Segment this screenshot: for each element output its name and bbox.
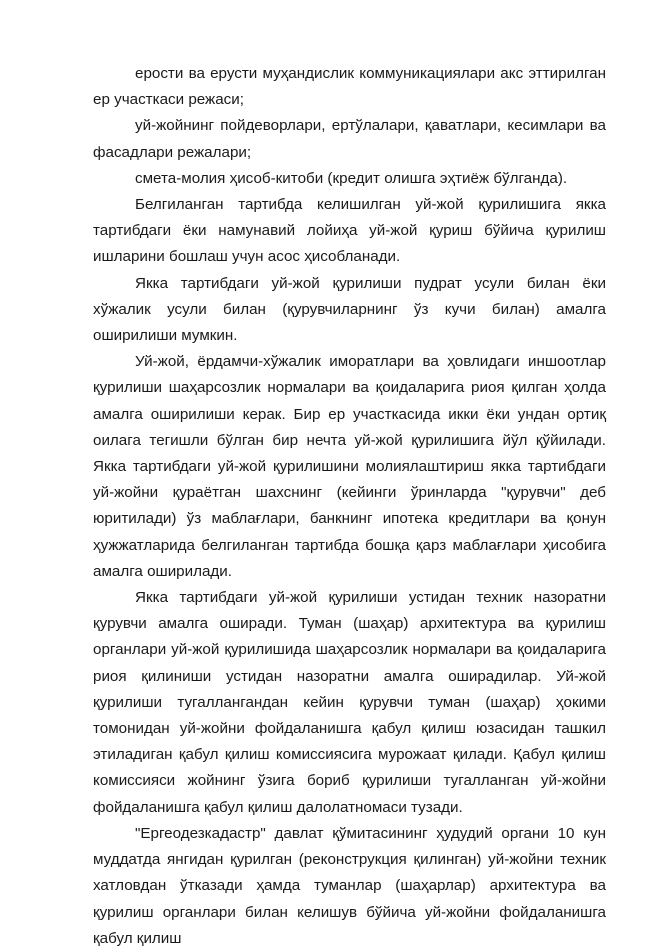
paragraph-norms-and-financing: Уй-жой, ёрдамчи-хўжалик иморатлари ва ҳовлидаги иншоотлар қурилиши шаҳарсозлик нормалари ва қоидаларига риоя қилган ҳолда амалга оширилиши керак. Бир ер участкасида икки ёки ундан ортиқ оилага тегишли бўлган бир нечта уй-жой қурилишига йўл қўйилади. Якка тартибдаги уй-жой қурилишини молиялаштириш якка тартибдаги уй-жойни қураётган шахснинг (кейинги ўринларда "қурувчи" деб юритилади) ўз маблағлари, банкнинг ипотека кредитлари ва қонун ҳужжатларида белгиланган тартибда бошқа қарз маблағлари ҳисобига амалга оширилади.: [93, 353, 606, 580]
paragraph-construction-basis: Белгиланган тартибда келишилган уй-жой қурилишига якка тартибдаги ёки намунавий лойиҳа уй-жой қуриш бўйича қурилиш ишларини бошлаш учун асос ҳисобланади.: [93, 196, 606, 266]
paragraph-building-plans: уй-жойнинг пойдеворлари, ертўлалари, қаватлари, кесимлари ва фасадлари режалари;: [93, 117, 606, 161]
paragraph-cadastre-inventory: "Ергеодезкадастр" давлат қўмитасининг ҳудудий органи 10 кун муддатда янгидан қурилган (реконструкция қилинган) уй-жойни техник хатловдан ўтказади ҳамда туманлар (шаҳарлар) архитектура ва қурилиш органлари билан келишув бўйича уй-жойни фойдаланишга қабул қилиш: [93, 824, 606, 947]
paragraph-cost-estimate: смета-молия ҳисоб-китоби (кредит олишга эҳтиёж бўлганда).: [135, 169, 568, 187]
document-page: [93, 61, 606, 952]
paragraph-technical-supervision: Якка тартибдаги уй-жой қурилиши устидан техник назоратни қурувчи амалга оширади. Туман (шаҳар) архитектура ва қурилиш органлари уй-жой қурилишида шаҳарсозлик нормалари ва қоидаларига риоя қилиниши устидан назоратни амалга оширадилар. Уй-жой қурилиши тугаллангандан кейин қурувчи туман (шаҳар) ҳокими томонидан уй-жойни фойдаланишга қабул қилиш юзасидан ташкил этиладиган қабул қилиш комиссиясига мурожаат қилади. Қабул қилиш комиссияси жойнинг ўзига бориб қурилиши тугалланган уй-жойни фойдаланишга қабул қилиш далолатномаси тузади.: [93, 589, 606, 816]
paragraph-construction-methods: Якка тартибдаги уй-жой қурилиши пудрат усули билан ёки хўжалик усули билан (қурувчиларнинг ўз кучи билан) амалга оширилиши мумкин.: [93, 274, 606, 345]
paragraph-site-plan: ерости ва ерусти муҳандислик коммуникациялари акс эттирилган ер участкаси режаси;: [93, 65, 606, 109]
